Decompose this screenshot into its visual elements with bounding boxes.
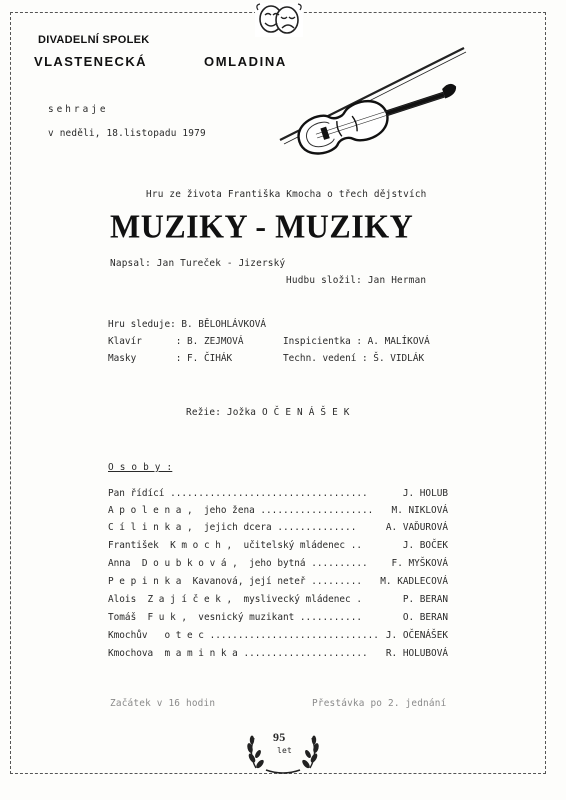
play-subtitle: Hru ze života Františka Kmocha o třech dějstvích: [146, 189, 427, 200]
cast-actor: M. NIKLOVÁ: [391, 505, 448, 516]
cast-role: František K m o c h , učitelský mládenec ..: [108, 540, 362, 551]
cast-role: A p o l e n a , jeho žena ....................: [108, 505, 374, 516]
cast-row: [108, 505, 448, 516]
author-line: Napsal: Jan Tureček - Jizerský: [110, 258, 286, 269]
cast-actor: O. BERAN: [402, 612, 448, 623]
violin-icon: [276, 40, 476, 170]
crew-masks: Masky : F. ČIHÁK: [108, 353, 233, 364]
cast-actor: F. MYŠKOVÁ: [391, 558, 448, 569]
intermission-note: Přestávka po 2. jednání: [312, 698, 447, 709]
cast-role: P e p i n k a Kavanová, její neteř .........: [108, 576, 362, 587]
anniversary-number: 95: [273, 730, 286, 744]
cast-row: [108, 648, 448, 659]
cast-row: [108, 558, 448, 569]
cast-row: [108, 540, 448, 551]
cast-actor: P. BERAN: [402, 594, 448, 605]
cast-actor: J. BOČEK: [402, 540, 448, 551]
cast-role: Kmochův o t e c ..............................: [108, 630, 379, 641]
cast-row: [108, 594, 448, 605]
cast-actor: J. HOLUB: [402, 488, 448, 499]
sehraje-text: sehraje: [48, 104, 109, 115]
cast-row: [108, 488, 448, 499]
org-name-vlastenecka: VLASTENECKÁ: [34, 54, 147, 69]
composer-line: Hudbu složil: Jan Herman: [286, 275, 427, 286]
cast-heading: O s o b y :: [108, 462, 173, 473]
cast-row: [108, 576, 448, 587]
cast-row: [108, 612, 448, 623]
play-title: MUZIKY - MUZIKY: [110, 207, 414, 245]
cast-actor: J. OČENÁŠEK: [385, 630, 448, 641]
cast-role: Pan řídící ...................................: [108, 488, 368, 499]
cast-actor: R. HOLUBOVÁ: [385, 648, 448, 659]
crew-piano: Klavír : B. ZEJMOVÁ: [108, 336, 244, 347]
cast-role: Anna D o u b k o v á , jeho bytná ..........: [108, 558, 368, 569]
org-name-omladina: OMLADINA: [204, 54, 287, 69]
cast-actor: M. KADLECOVÁ: [380, 576, 448, 587]
cast-role: Alois Z a j í č e k , myslivecký mládenec .: [108, 594, 362, 605]
crew-inspicient: Inspicientka : A. MALÍKOVÁ: [283, 336, 430, 347]
anniversary-unit: let: [277, 746, 293, 755]
cast-role: Tomáš F u k , vesnický muzikant ...........: [108, 612, 362, 623]
director-line: Režie: Jožka O Č E N Á Š E K: [186, 407, 350, 418]
cast-role: Kmochova m a m i n k a ......................: [108, 648, 368, 659]
crew-follows: Hru sleduje: B. BĚLOHLÁVKOVÁ: [108, 319, 267, 330]
cast-role: C í l i n k a , jejich dcera ..............: [108, 522, 357, 533]
performance-date: v neděli, 18.listopadu 1979: [48, 128, 206, 139]
theater-masks-icon: [254, 2, 304, 38]
crew-tech: Techn. vedení : Š. VIDLÁK: [283, 353, 425, 364]
cast-row: [108, 522, 448, 533]
cast-actor: A. VAĎUROVÁ: [385, 522, 448, 533]
org-name-line1: DIVADELNÍ SPOLEK: [38, 34, 150, 46]
start-time: Začátek v 16 hodin: [110, 698, 216, 709]
cast-row: [108, 630, 448, 641]
